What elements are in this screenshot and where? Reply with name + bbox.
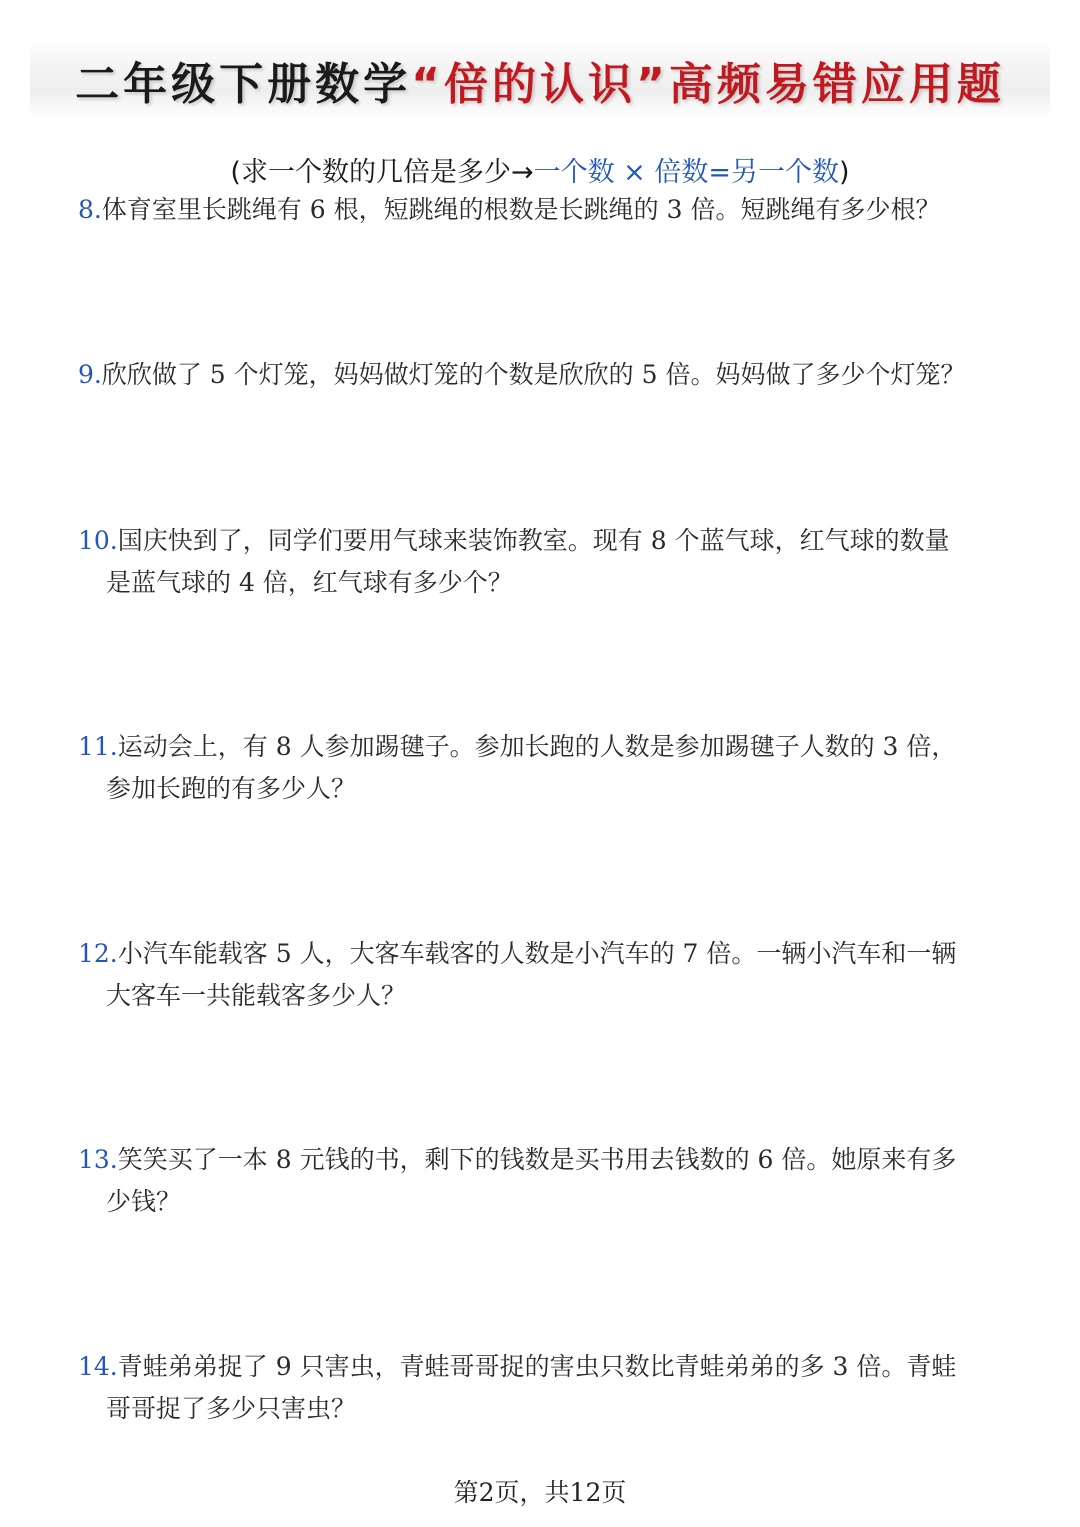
question-text: 欣欣做了 5 个灯笼，妈妈做灯笼的个数是欣欣的 5 倍。妈妈做了多少个灯笼？ (101, 360, 966, 389)
question-number: 8. (78, 195, 102, 224)
title-part-type: 高频易错应用题 (668, 59, 1005, 110)
question-text: 运动会上，有 8 人参加踢毽子。参加长跑的人数是参加踢毽子人数的 3 倍， (117, 732, 957, 761)
question-text-continued: 哥哥捉了多少只害虫？ (106, 1394, 357, 1423)
question-text: 笑笑买了一本 8 元钱的书，剩下的钱数是买书用去钱数的 6 倍。她原来有多 (117, 1145, 957, 1174)
question-number: 12. (78, 939, 118, 968)
question-number: 11. (78, 732, 118, 761)
question-text-continued: 少钱？ (106, 1187, 182, 1216)
question-number: 9. (78, 360, 102, 389)
question-11 (78, 726, 1018, 810)
question-8 (78, 189, 1018, 231)
title-part-topic: “倍的认识” (411, 59, 669, 110)
question-text: 国庆快到了，同学们要用气球来装饰教室。现有 8 个蓝气球，红气球的数量 (117, 526, 950, 555)
question-text-continued: 参加长跑的有多少人？ (106, 774, 357, 803)
question-9 (78, 354, 1018, 396)
subtitle-prefix: (求一个数的几倍是多少→ (230, 157, 534, 188)
question-10 (78, 520, 1018, 604)
title-part-grade: 二年级下册数学 (75, 59, 412, 110)
question-text-continued: 大客车一共能载客多少人？ (106, 981, 407, 1010)
question-13 (78, 1139, 1018, 1223)
question-text: 青蛙弟弟捉了 9 只害虫，青蛙哥哥捉的害虫只数比青蛙弟弟的多 3 倍。青蛙 (117, 1352, 957, 1381)
page-title (0, 48, 1080, 112)
question-number: 13. (78, 1145, 118, 1174)
subtitle-suffix: ) (839, 157, 850, 188)
question-number: 14. (78, 1352, 118, 1381)
question-text-continued: 是蓝气球的 4 倍，红气球有多少个？ (106, 568, 513, 597)
question-text: 体育室里长跳绳有 6 根，短跳绳的根数是长跳绳的 3 倍。短跳绳有多少根？ (101, 195, 941, 224)
formula-subtitle (0, 150, 1080, 189)
question-14 (78, 1346, 1018, 1430)
question-12 (78, 933, 1018, 1017)
page-number: 第2页，共12页 (453, 1478, 627, 1507)
question-text: 小汽车能载客 5 人，大客车载客的人数是小汽车的 7 倍。一辆小汽车和一辆 (117, 939, 957, 968)
question-number: 10. (78, 526, 118, 555)
subtitle-formula: 一个数 × 倍数=另一个数 (533, 157, 840, 188)
